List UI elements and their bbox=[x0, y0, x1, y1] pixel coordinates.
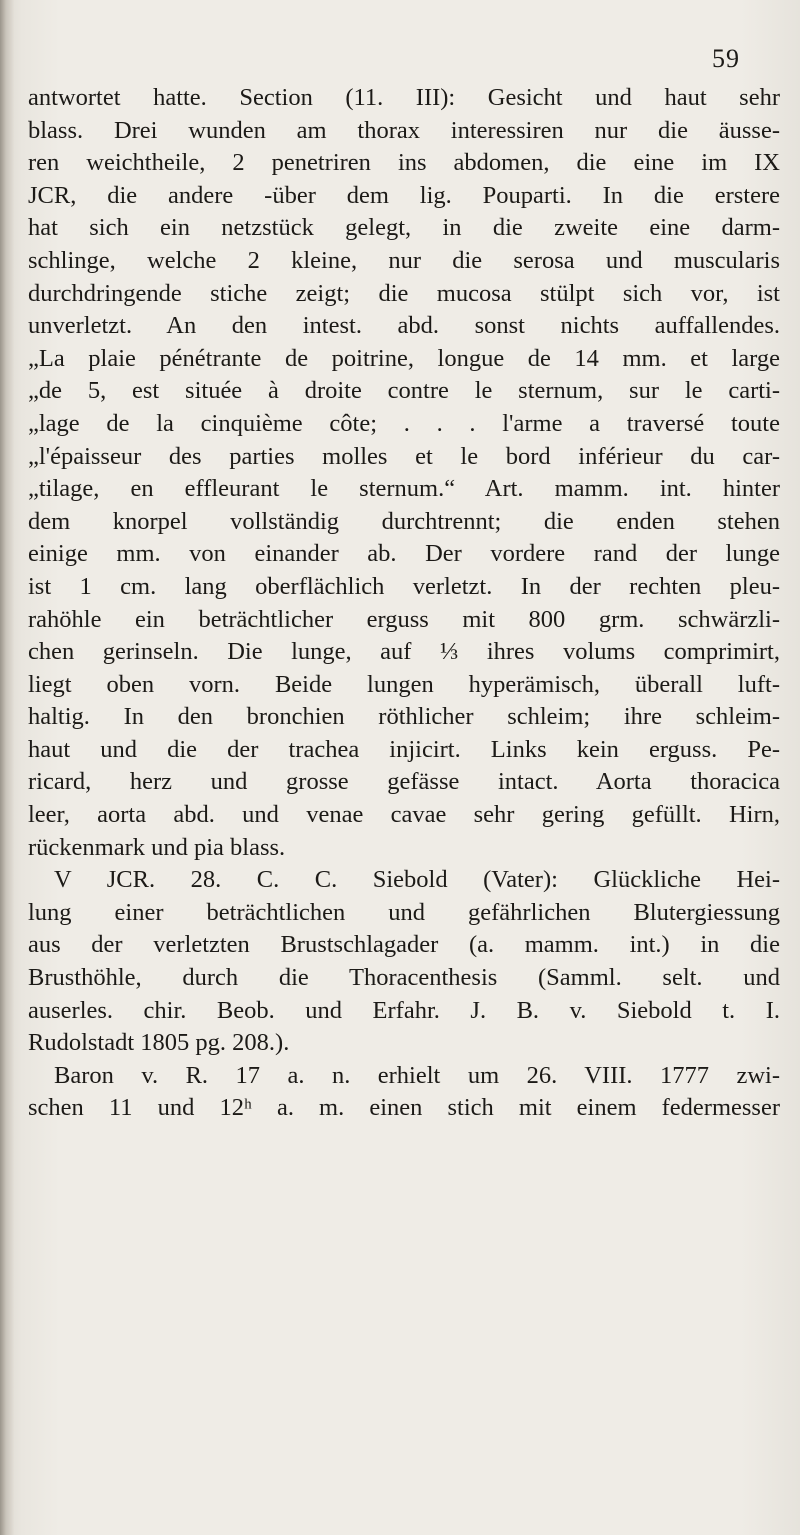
text-line: haut und die der trachea injicirt. Links kein erguss. Pe- bbox=[28, 735, 780, 763]
text-line: haltig. In den bronchien röthlicher schleim; ihre schleim- bbox=[28, 703, 780, 731]
text-line: ist 1 cm. lang oberflächlich verletzt. In der rechten pleu- bbox=[28, 572, 780, 600]
text-line: Baron v. R. 17 a. n. erhielt um 26. VIII. 1777 zwi- bbox=[54, 1061, 780, 1089]
text-line: Rudolstadt 1805 pg. 208.). bbox=[28, 1029, 290, 1057]
page-number: 59 bbox=[712, 44, 740, 73]
text-line: Brusthöhle, durch die Thoracenthesis (Samml. selt. und bbox=[28, 964, 780, 992]
case-heading-line: V JCR. 28. C. C. Siebold (Vater): Glückliche Hei- bbox=[54, 866, 780, 894]
text-line: ricard, herz und grosse gefässe intact. Aorta thoracica bbox=[28, 768, 780, 796]
body-text bbox=[28, 82, 780, 1125]
text-line: liegt oben vorn. Beide lungen hyperämisch, überall luft- bbox=[28, 670, 780, 698]
quoted-french-line: „La plaie pénétrante de poitrine, longue de 14 mm. et large bbox=[28, 344, 780, 372]
quoted-french-line: „tilage, en effleurant le sternum.“ Art. mamm. int. hinter bbox=[28, 475, 780, 503]
text-line: rahöhle ein beträchtlicher erguss mit 800 grm. schwärzli- bbox=[28, 605, 780, 633]
quoted-french-line: „l'épaisseur des parties molles et le bord inférieur du car- bbox=[28, 442, 780, 470]
text-line: antwortet hatte. Section (11. III): Gesicht und haut sehr bbox=[28, 84, 780, 111]
text-line: chen gerinseln. Die lunge, auf ⅓ ihres volums comprimirt, bbox=[28, 638, 780, 666]
text-line: hat sich ein netzstück gelegt, in die zweite eine darm- bbox=[28, 214, 780, 242]
text-line: einige mm. von einander ab. Der vordere rand der lunge bbox=[28, 540, 780, 568]
text-line: leer, aorta abd. und venae cavae sehr gering gefüllt. Hirn, bbox=[28, 801, 780, 829]
text-line: schlinge, welche 2 kleine, nur die serosa und muscularis bbox=[28, 246, 780, 274]
page-gutter-shadow bbox=[0, 0, 14, 1535]
text-line: JCR, die andere -über dem lig. Pouparti. In die erstere bbox=[28, 181, 780, 209]
text-line: dem knorpel vollständig durchtrennt; die enden stehen bbox=[28, 507, 780, 535]
text-line: rückenmark und pia blass. bbox=[28, 833, 286, 861]
text-line: schen 11 und 12ʰ a. m. einen stich mit einem federmesser bbox=[28, 1094, 780, 1122]
text-line: aus der verletzten Brustschlagader (a. mamm. int.) in die bbox=[28, 931, 780, 959]
text-line: lung einer beträchtlichen und gefährlichen Blutergiessung bbox=[28, 898, 780, 926]
text-line: unverletzt. An den intest. abd. sonst nichts auffallendes. bbox=[28, 312, 780, 340]
text-line: durchdringende stiche zeigt; die mucosa stülpt sich vor, ist bbox=[28, 279, 780, 307]
text-line: blass. Drei wunden am thorax interessiren nur die äusse- bbox=[28, 116, 780, 144]
text-line: auserles. chir. Beob. und Erfahr. J. B. v. Siebold t. I. bbox=[28, 996, 780, 1024]
quoted-french-line: „lage de la cinquième côte; . . . l'arme a traversé toute bbox=[28, 409, 780, 437]
quoted-french-line: „de 5, est située à droite contre le sternum, sur le carti- bbox=[28, 377, 780, 405]
text-line: ren weichtheile, 2 penetriren ins abdomen, die eine im IX bbox=[28, 149, 780, 177]
